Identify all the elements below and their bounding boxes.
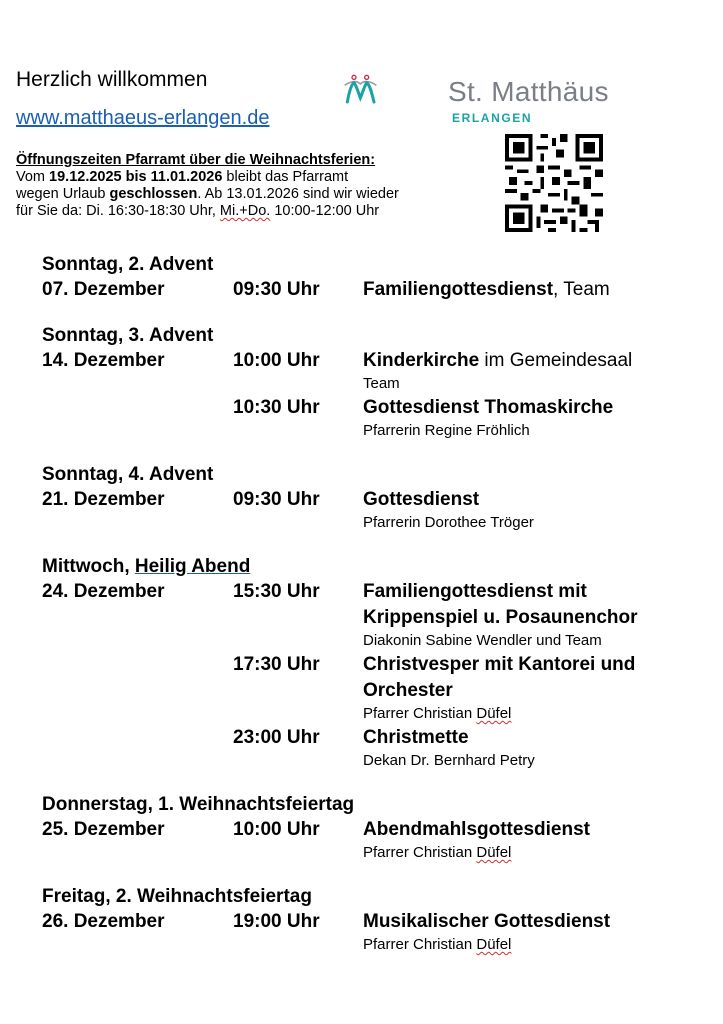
day-title: Sonntag, 4. Advent bbox=[42, 464, 214, 485]
event-time: 09:30 Uhr bbox=[233, 279, 320, 300]
welcome-text: Herzlich willkommen bbox=[16, 68, 208, 91]
day-block bbox=[42, 554, 702, 772]
service-schedule bbox=[42, 252, 702, 976]
event-person: Pfarrerin Dorothee Tröger bbox=[363, 514, 534, 531]
office-hours-line-2: wegen Urlaub geschlossen. Ab 13.01.2026 sind wir wieder bbox=[16, 186, 399, 202]
event-info bbox=[363, 652, 702, 725]
day-block bbox=[42, 462, 702, 534]
event-title: Christvesper mit Kantorei und Orchester bbox=[363, 654, 636, 701]
office-hours-line-3: für Sie da: Di. 16:30-18:30 Uhr, Mi.+Do. 10:00-12:00 Uhr bbox=[16, 203, 380, 219]
office-hours-line-1: Vom 19.12.2025 bis 11.01.2026 bleibt das Pfarramt bbox=[16, 169, 349, 185]
event-date: 21. Dezember bbox=[42, 489, 165, 510]
event-row bbox=[42, 487, 702, 534]
event-title: Gottesdienst bbox=[363, 489, 480, 510]
event-title: Familiengottesdienst mit Krippenspiel u. Posaunenchor bbox=[363, 581, 638, 628]
day-title: Sonntag, 3. Advent bbox=[42, 325, 214, 346]
event-time: 10:30 Uhr bbox=[233, 397, 320, 418]
event-date: 24. Dezember bbox=[42, 581, 165, 602]
event-time: 15:30 Uhr bbox=[233, 581, 320, 602]
event-time: 23:00 Uhr bbox=[233, 727, 320, 748]
event-row bbox=[42, 277, 702, 303]
qr-code bbox=[505, 134, 603, 232]
day-block bbox=[42, 792, 702, 864]
event-info bbox=[363, 395, 702, 442]
event-person: Pfarrerin Regine Fröhlich bbox=[363, 422, 530, 439]
event-time: 10:00 Uhr bbox=[233, 350, 320, 371]
office-hours-heading: Öffnungszeiten Pfarramt über die Weihnachtsferien: bbox=[16, 152, 376, 168]
event-time: 09:30 Uhr bbox=[233, 489, 320, 510]
website-link[interactable]: www.matthaeus-erlangen.de bbox=[16, 107, 270, 129]
event-title: Gottesdienst Thomaskirche bbox=[363, 397, 614, 418]
day-title: Donnerstag, 1. Weihnachtsfeiertag bbox=[42, 794, 355, 815]
event-info bbox=[363, 487, 702, 534]
day-block bbox=[42, 323, 702, 442]
event-title: Musikalischer Gottesdienst bbox=[363, 911, 611, 932]
brand-subtitle: ERLANGEN bbox=[452, 111, 533, 125]
day-title: Mittwoch, Heilig Abend bbox=[42, 556, 251, 577]
event-info bbox=[363, 817, 702, 864]
office-hours-notice bbox=[16, 152, 496, 220]
event-row bbox=[42, 725, 702, 772]
event-date: 07. Dezember bbox=[42, 279, 165, 300]
brand-name: St. Matthäus bbox=[448, 76, 609, 107]
event-person: Pfarrer Christian Düfel bbox=[363, 844, 512, 861]
event-person: Dekan Dr. Bernhard Petry bbox=[363, 752, 535, 769]
st-matthaeus-logo bbox=[344, 44, 444, 134]
event-title: Familiengottesdienst, Team bbox=[363, 279, 610, 300]
event-person: Pfarrer Christian Düfel bbox=[363, 936, 512, 953]
event-date: 26. Dezember bbox=[42, 911, 165, 932]
event-row bbox=[42, 348, 702, 395]
event-info bbox=[363, 909, 702, 956]
event-time: 19:00 Uhr bbox=[233, 911, 320, 932]
event-time: 10:00 Uhr bbox=[233, 819, 320, 840]
event-info bbox=[363, 725, 702, 772]
event-row bbox=[42, 579, 702, 652]
day-title: Sonntag, 2. Advent bbox=[42, 254, 214, 275]
event-title: Kinderkirche im Gemeindesaal bbox=[363, 350, 633, 371]
event-person: Pfarrer Christian Düfel bbox=[363, 705, 512, 722]
event-title: Christmette bbox=[363, 727, 469, 748]
event-row bbox=[42, 395, 702, 442]
event-person: Team bbox=[363, 375, 400, 392]
day-block bbox=[42, 252, 702, 303]
event-row bbox=[42, 909, 702, 956]
event-info bbox=[363, 277, 702, 303]
event-info bbox=[363, 579, 702, 652]
event-row bbox=[42, 817, 702, 864]
day-title: Freitag, 2. Weihnachtsfeiertag bbox=[42, 886, 312, 907]
event-time: 17:30 Uhr bbox=[233, 654, 320, 675]
day-block bbox=[42, 884, 702, 956]
event-info bbox=[363, 348, 702, 395]
event-row bbox=[42, 652, 702, 725]
event-person: Diakonin Sabine Wendler und Team bbox=[363, 632, 602, 649]
event-date: 25. Dezember bbox=[42, 819, 165, 840]
event-title: Abendmahlsgottesdienst bbox=[363, 819, 590, 840]
event-date: 14. Dezember bbox=[42, 350, 165, 371]
